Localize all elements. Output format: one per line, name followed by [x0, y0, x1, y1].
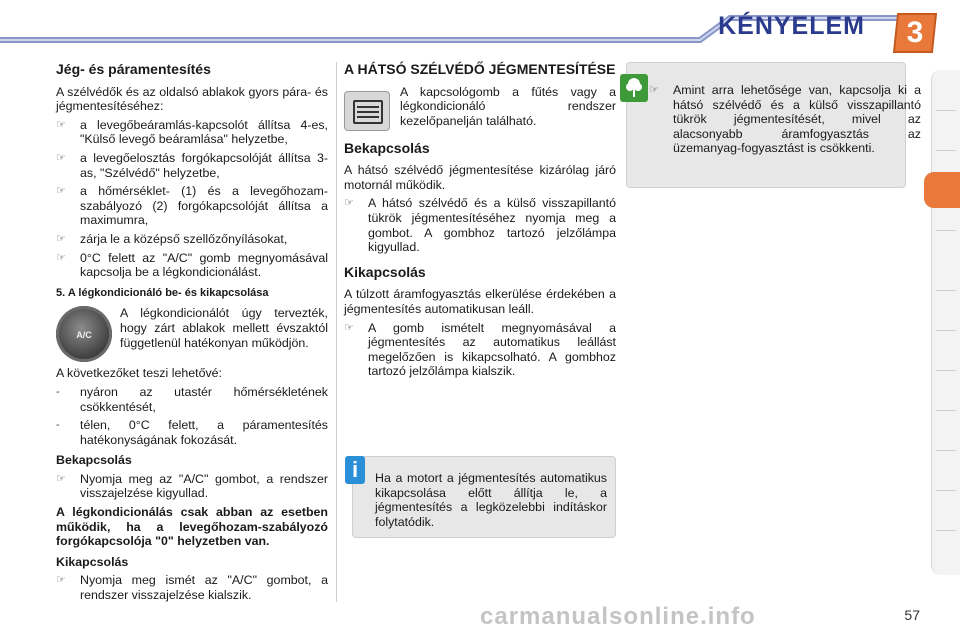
active-chapter-tab[interactable]: [924, 172, 960, 208]
page-header: [0, 0, 960, 48]
ac-description-row: [56, 306, 328, 362]
rear-defrost-row: [344, 85, 616, 131]
dash-marker: -: [56, 385, 60, 398]
tab-separator: [936, 490, 956, 491]
tab-separator: [936, 450, 956, 451]
pointing-hand-icon: ☞: [344, 197, 354, 210]
warning-text: A légkondicionálás csak abban az esetben működik, ha a levegőhozam-szabályozó forgókapcsolója "0" helyzetben van.: [56, 505, 328, 549]
effects-intro: A következőket teszi lehetővé:: [56, 366, 222, 381]
list-item: [344, 196, 616, 254]
list-item: [56, 418, 328, 447]
switch-on-heading: Bekapcsolás: [344, 139, 430, 156]
list-item: [56, 118, 328, 147]
switch-on-text: A hátsó szélvédő jégmentesítése kizárólag járó motornál működik.: [344, 163, 616, 192]
chapter-badge: [892, 10, 938, 56]
pointing-hand-icon: ☞: [56, 232, 66, 245]
tab-separator: [936, 530, 956, 531]
list-item: [56, 472, 328, 501]
list-item-text: A hátsó szélvédő és a külső visszapillantó tükrök jégmentesítéséhez nyomja meg a gombot. A gombhoz tartozó jelzőlámpa kigyullad.: [368, 196, 616, 255]
tab-separator: [936, 410, 956, 411]
list-item-text: 0°C felett az "A/C" gomb megnyomásával kapcsolja be a légkondicionálást.: [80, 250, 328, 280]
pointing-hand-icon: ☞: [56, 151, 66, 164]
chapter-tab-strip: [931, 70, 960, 575]
pointing-hand-icon: ☞: [56, 185, 66, 198]
ac-description: A légkondicionálót úgy tervezték, hogy zárt ablakok mellett évszaktól függetlenül hatékonyan működjön.: [120, 306, 328, 350]
ac-subheading: 5. A légkondicionáló be- és kikapcsolása: [56, 286, 269, 299]
switch-off-heading: Kikapcsolás: [344, 263, 426, 280]
chapter-title: KÉNYELEM: [718, 12, 865, 40]
tab-separator: [936, 330, 956, 331]
list-item: [56, 385, 328, 414]
list-item-text: a levegőelosztás forgókapcsolóját állítsa 3-as, "Szélvédő" helyzetbe,: [80, 150, 328, 180]
rear-defrost-icon: [344, 91, 390, 131]
eco-tip-item: [649, 83, 921, 156]
pointing-hand-icon: ☞: [344, 321, 354, 334]
list-item-text: A gomb ismételt megnyomásával a jégmentesítés az automatikus leállást megelőzően is kikapcsolható. A gombhoz tartozó jelzőlámpa kialszik.: [368, 320, 616, 379]
list-item-text: Nyomja meg ismét az "A/C" gombot, a rendszer visszajelzése kialszik.: [80, 573, 328, 603]
list-item: [56, 151, 328, 180]
pointing-hand-icon: ☞: [649, 84, 659, 96]
page-number: 57: [904, 607, 920, 623]
pointing-hand-icon: ☞: [56, 118, 66, 131]
tab-separator: [936, 290, 956, 291]
intro-text: A szélvédők és az oldalsó ablakok gyors pára- és jégmentesítéséhez:: [56, 84, 328, 114]
switch-on-heading: Bekapcsolás: [56, 453, 132, 468]
list-item: [56, 251, 328, 280]
chapter-number: 3: [906, 16, 924, 49]
list-item: [56, 573, 328, 602]
tab-separator: [936, 230, 956, 231]
list-item-text: nyáron az utastér hőmérsékletének csökkentését,: [80, 384, 328, 414]
section-heading: A HÁTSÓ SZÉLVÉDŐ JÉGMENTESÍTÉSE: [344, 61, 616, 77]
tab-separator: [936, 370, 956, 371]
list-item-text: a levegőbeáramlás-kapcsolót állítsa 4-es, "Külső levegő beáramlása" helyzetbe,: [80, 117, 328, 147]
column-divider: [336, 62, 337, 602]
tab-separator: [936, 110, 956, 111]
ac-button-icon: [56, 306, 112, 362]
pointing-hand-icon: ☞: [56, 574, 66, 587]
section-heading: Jég- és páramentesítés: [56, 61, 211, 77]
eco-tree-icon: [620, 74, 648, 102]
list-item: [344, 321, 616, 379]
rear-defrost-description: A kapcsológomb a fűtés vagy a légkondicionáló rendszer kezelőpanelján található.: [400, 84, 616, 128]
list-item-text: zárja le a középső szellőzőnyílásokat,: [80, 231, 288, 246]
info-box: [352, 456, 616, 538]
tab-separator: [936, 150, 956, 151]
switch-off-text: A túlzott áramfogyasztás elkerülése érdekében a jégmentesítés automatikusan leáll.: [344, 287, 616, 316]
info-box-text: Ha a motort a jégmentesítés automatikus kikapcsolása előtt állítja le, a jégmentesítés a legközelebbi indításkor folytatódik.: [375, 471, 607, 529]
list-item-text: Nyomja meg az "A/C" gombot, a rendszer visszajelzése kigyullad.: [80, 471, 328, 501]
switch-off-heading: Kikapcsolás: [56, 554, 129, 569]
dash-marker: -: [56, 419, 60, 432]
info-icon: i: [345, 456, 365, 484]
pointing-hand-icon: ☞: [56, 251, 66, 264]
column-defrost: [56, 62, 328, 607]
column-rear-screen: [344, 62, 616, 383]
list-item-text: a hőmérséklet- (1) és a levegőhozam-szabályozó (2) forgókapcsolóját állítsa a maximumra,: [80, 184, 328, 228]
list-item: [56, 184, 328, 228]
eco-tip-text: Amint arra lehetősége van, kapcsolja ki a hátsó szélvédő és a külső visszapillantó tükrök jégmentesítését, mivel az alacsonyabb áramfogyasztás az üzemanyag-fogyasztást is csökkenti.: [673, 83, 921, 156]
eco-tip-box: [626, 62, 921, 188]
ac-button-label: A/C: [76, 330, 92, 341]
pointing-hand-icon: ☞: [56, 472, 66, 485]
watermark: carmanualsonline.info: [480, 603, 756, 630]
list-item: [56, 232, 328, 247]
list-item-text: télen, 0°C felett, a páramentesítés hatékonyságának fokozását.: [80, 418, 328, 447]
